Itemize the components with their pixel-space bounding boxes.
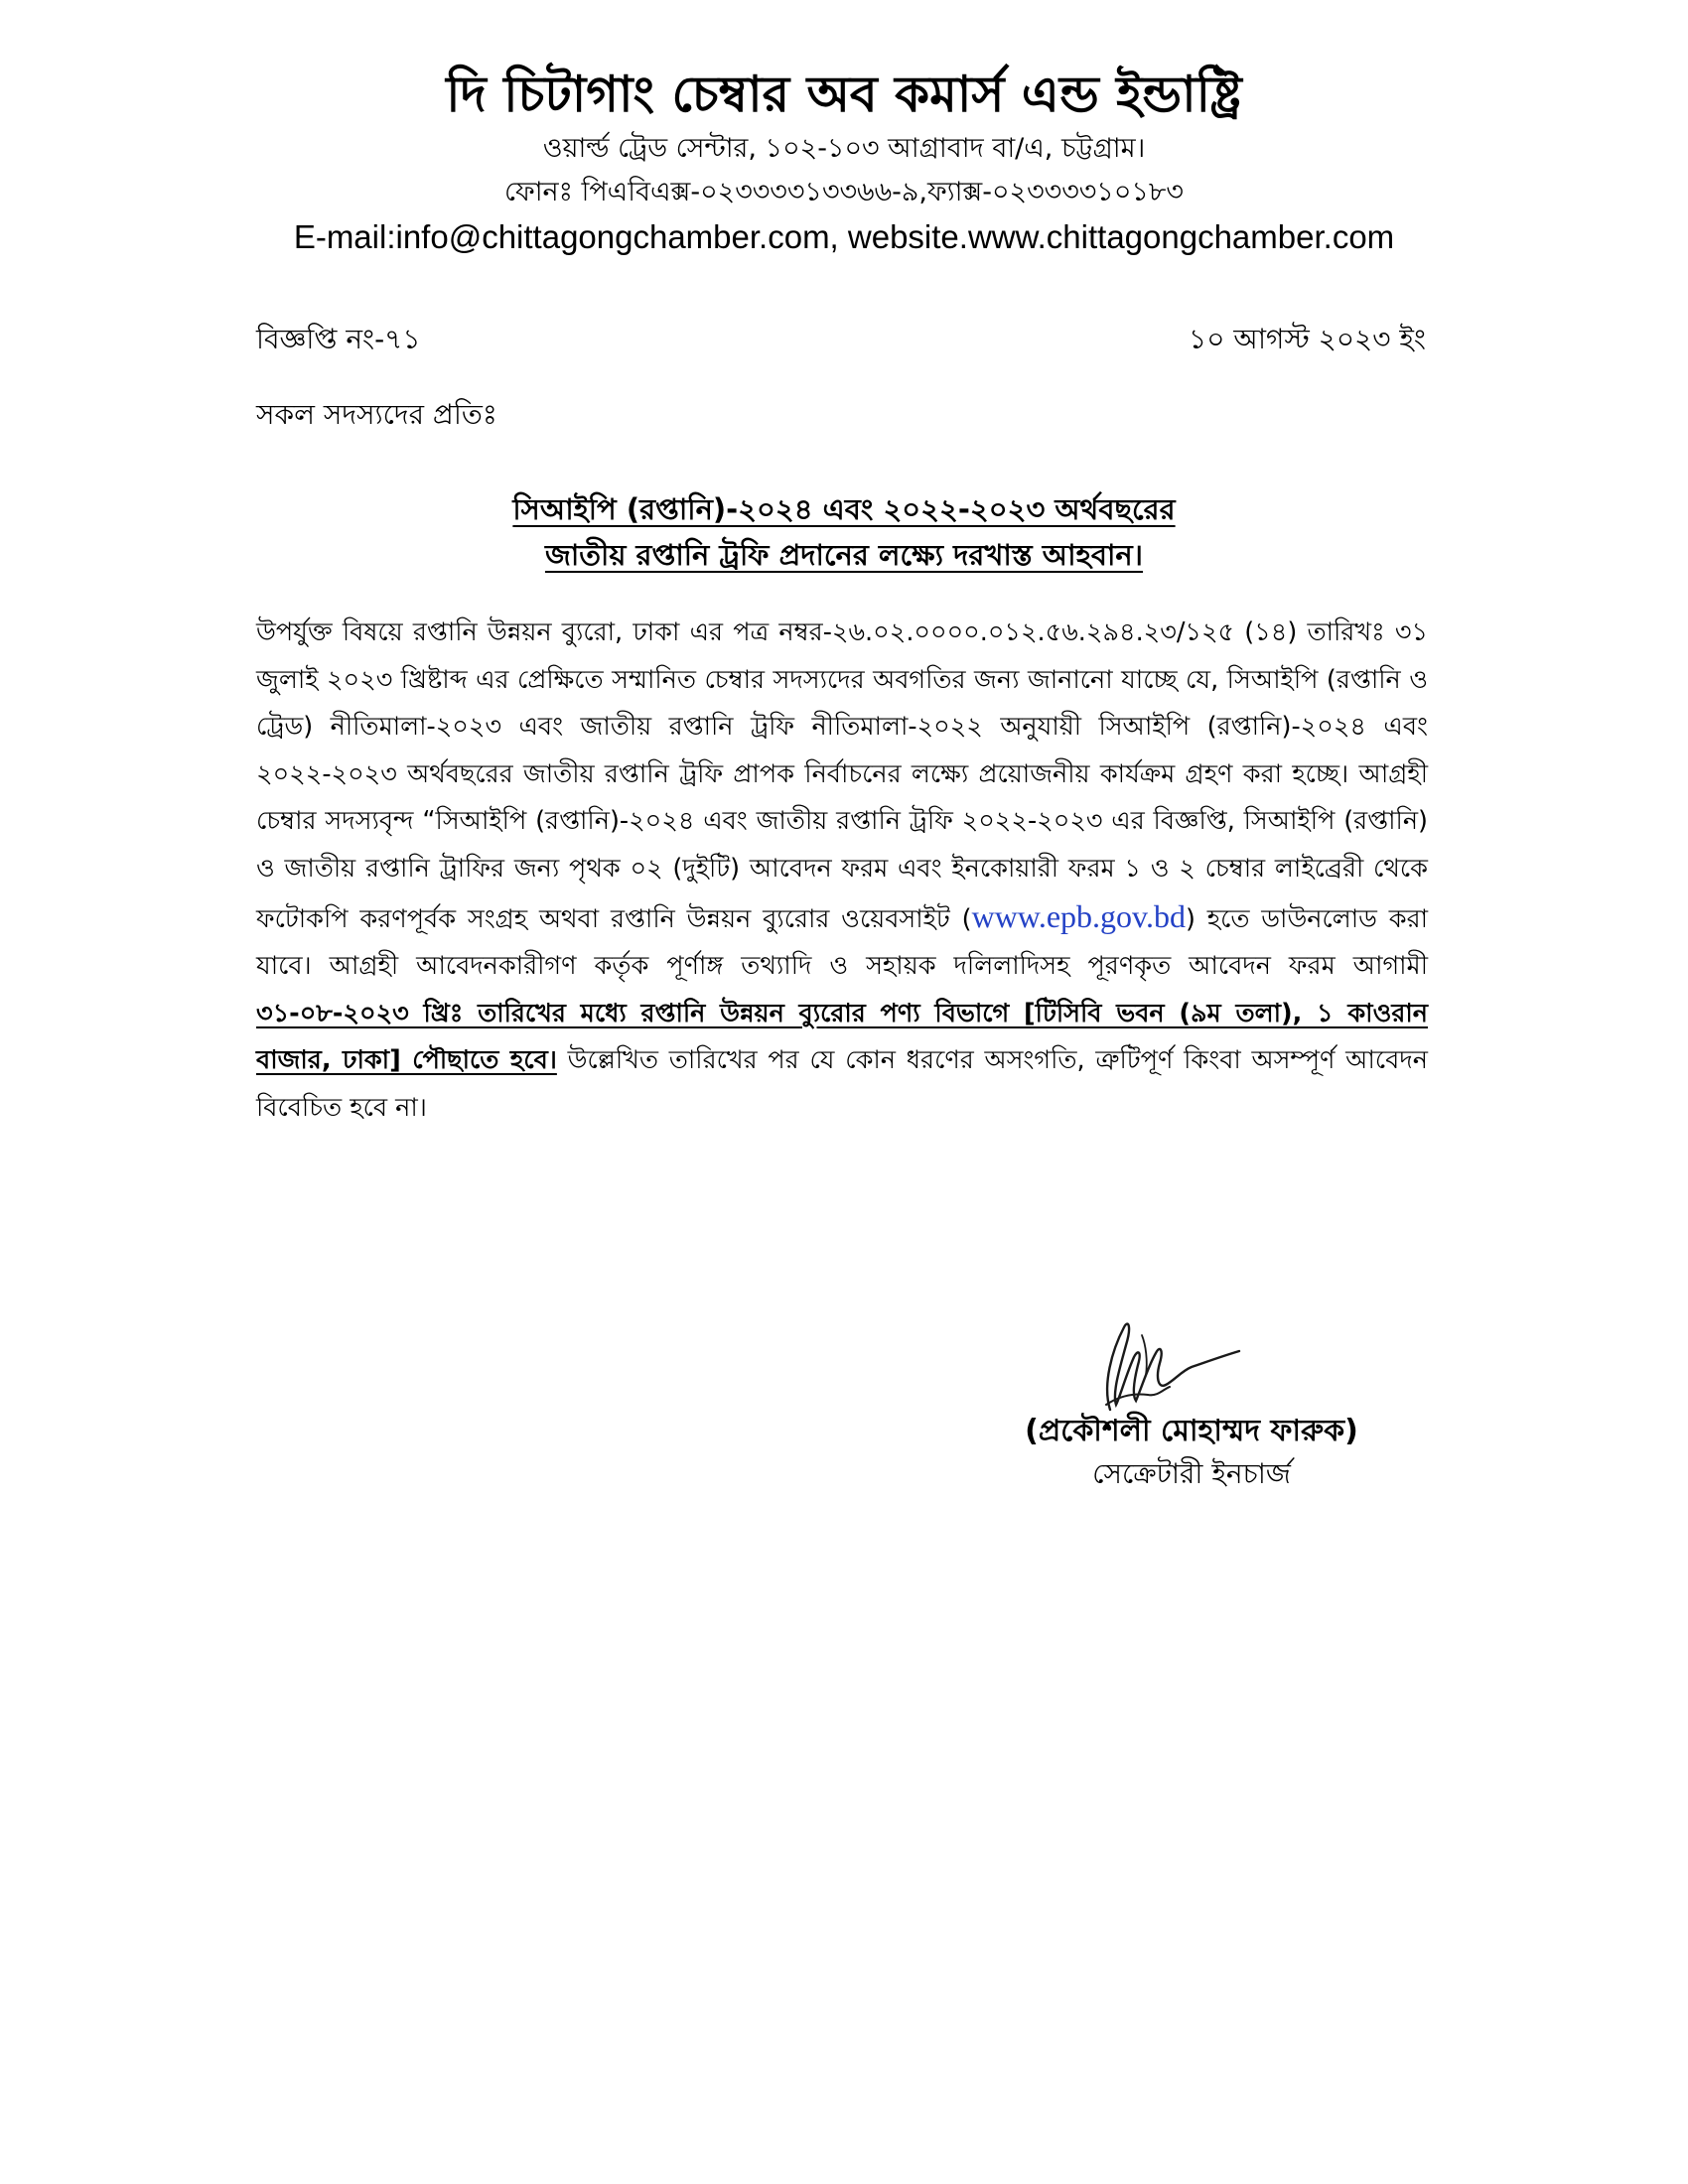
- notice-number: বিজ্ঞপ্তি নং-৭১: [256, 323, 421, 355]
- signatory-designation: সেক্রেটারী ইনচার্জ: [1092, 1457, 1291, 1490]
- notice-meta-row: [256, 320, 1426, 359]
- letterhead: [0, 62, 1688, 260]
- organization-phone-fax: ফোনঃ পিএবিএক্স-০২৩৩৩৩১৩৩৬৬-৯,ফ্যাক্স-০২৩৩৩৩১০১৮৩: [504, 177, 1184, 207]
- subject-line-2: জাতীয় রপ্তানি ট্রফি প্রদানের লক্ষ্যে দরখাস্ত আহবান।: [544, 538, 1144, 572]
- submission-deadline: ৩১-০৮-২০২৩ খ্রিঃ তারিখের মধ্যে রপ্তানি উন্নয়ন ব্যুরোর পণ্য বিভাগে [টিসিবি ভবন (৯ম তলা), ১ কাওরান বাজার, ঢাকা] পৌছাতে হবে।: [256, 998, 1428, 1076]
- handwritten-signature: [1072, 1305, 1241, 1425]
- organization-address: ওয়ার্ল্ড ট্রেড সেন্টার, ১০২-১০৩ আগ্রাবাদ বা/এ, চট্টগ্রাম।: [542, 133, 1146, 164]
- organization-name: দি চিটাগাং চেম্বার অব কমার্স এন্ড ইন্ডাষ্ট্রি: [446, 66, 1242, 123]
- epb-website-link[interactable]: www.epb.gov.bd: [971, 897, 1186, 934]
- notice-date: ১০ আগস্ট ২০২৩ ইং: [1189, 323, 1426, 355]
- notice-subject: [0, 486, 1688, 578]
- subject-line-1: সিআইপি (রপ্তানি)-২০২৪ এবং ২০২২-২০২৩ অর্থবছরের: [512, 492, 1176, 526]
- signatory-name: (প্রকৌশলী মোহাম্মদ ফারুক): [1025, 1414, 1358, 1448]
- body-text-part-1: উপর্যুক্ত বিষয়ে রপ্তানি উন্নয়ন ব্যুরো, ঢাকা এর পত্র নম্বর-২৬.০২.০০০০.০১২.৫৬.২৯৪.২৩/১২৫ (১৪) তারিখঃ ৩১ জুলাই ২০২৩ খ্রিষ্টাব্দ এর প্রেক্ষিতে সম্মানিত চেম্বার সদস্যদের অবগতির জন্য জানানো যাচ্ছে যে, সিআইপি (রপ্তানি ও ট্রেড) নীতিমালা-২০২৩ এবং জাতীয় রপ্তানি ট্রফি নীতিমালা-২০২২ অনুযায়ী সিআইপি (রপ্তানি)-২০২৪ এবং ২০২২-২০২৩ অর্থবছরের জাতীয় রপ্তানি ট্রফি প্রাপক নির্বাচনের লক্ষ্যে প্রয়োজনীয় কার্যক্রম গ্রহণ করা হচ্ছে। আগ্রহী চেম্বার সদস্যবৃন্দ “সিআইপি (রপ্তানি)-২০২৪ এবং জাতীয় রপ্তানি ট্রফি ২০২২-২০২৩ এর বিজ্ঞপ্তি, সিআইপি (রপ্তানি) ও জাতীয় রপ্তানি ট্রাফির জন্য পৃথক ০২ (দুইটি) আবেদন ফরম এবং ইনকোয়ারী ফরম ১ ও ২ চেম্বার লাইব্রেরী থেকে ফটোকপি করণপূর্বক সংগ্রহ অথবা রপ্তানি উন্নয়ন ব্যুরোর ওয়েবসাইট (: [256, 617, 1428, 934]
- body-text-part-3: উল্লেখিত তারিখের পর যে কোন ধরণের অসংগতি, ত্রুটিপূর্ণ কিংবা অসম্পূর্ণ আবেদন বিবেচিত হবে না।: [256, 1045, 1428, 1123]
- organization-email-website: E-mail:info@chittagongchamber.com, website.www.chittagongchamber.com: [293, 218, 1395, 255]
- salutation: সকল সদস্যদের প্রতিঃ: [256, 398, 497, 431]
- signatory-block: [914, 1410, 1470, 1495]
- body-text-part-2: ) হতে ডাউনলোড করা যাবে। আগ্রহী আবেদনকারীগণ কর্তৃক পূর্ণাঙ্গ তথ্যাদি ও সহায়ক দলিলাদিসহ পূরণকৃত আবেদন ফরম আগামী: [256, 903, 1428, 982]
- notice-body: [256, 610, 1428, 1133]
